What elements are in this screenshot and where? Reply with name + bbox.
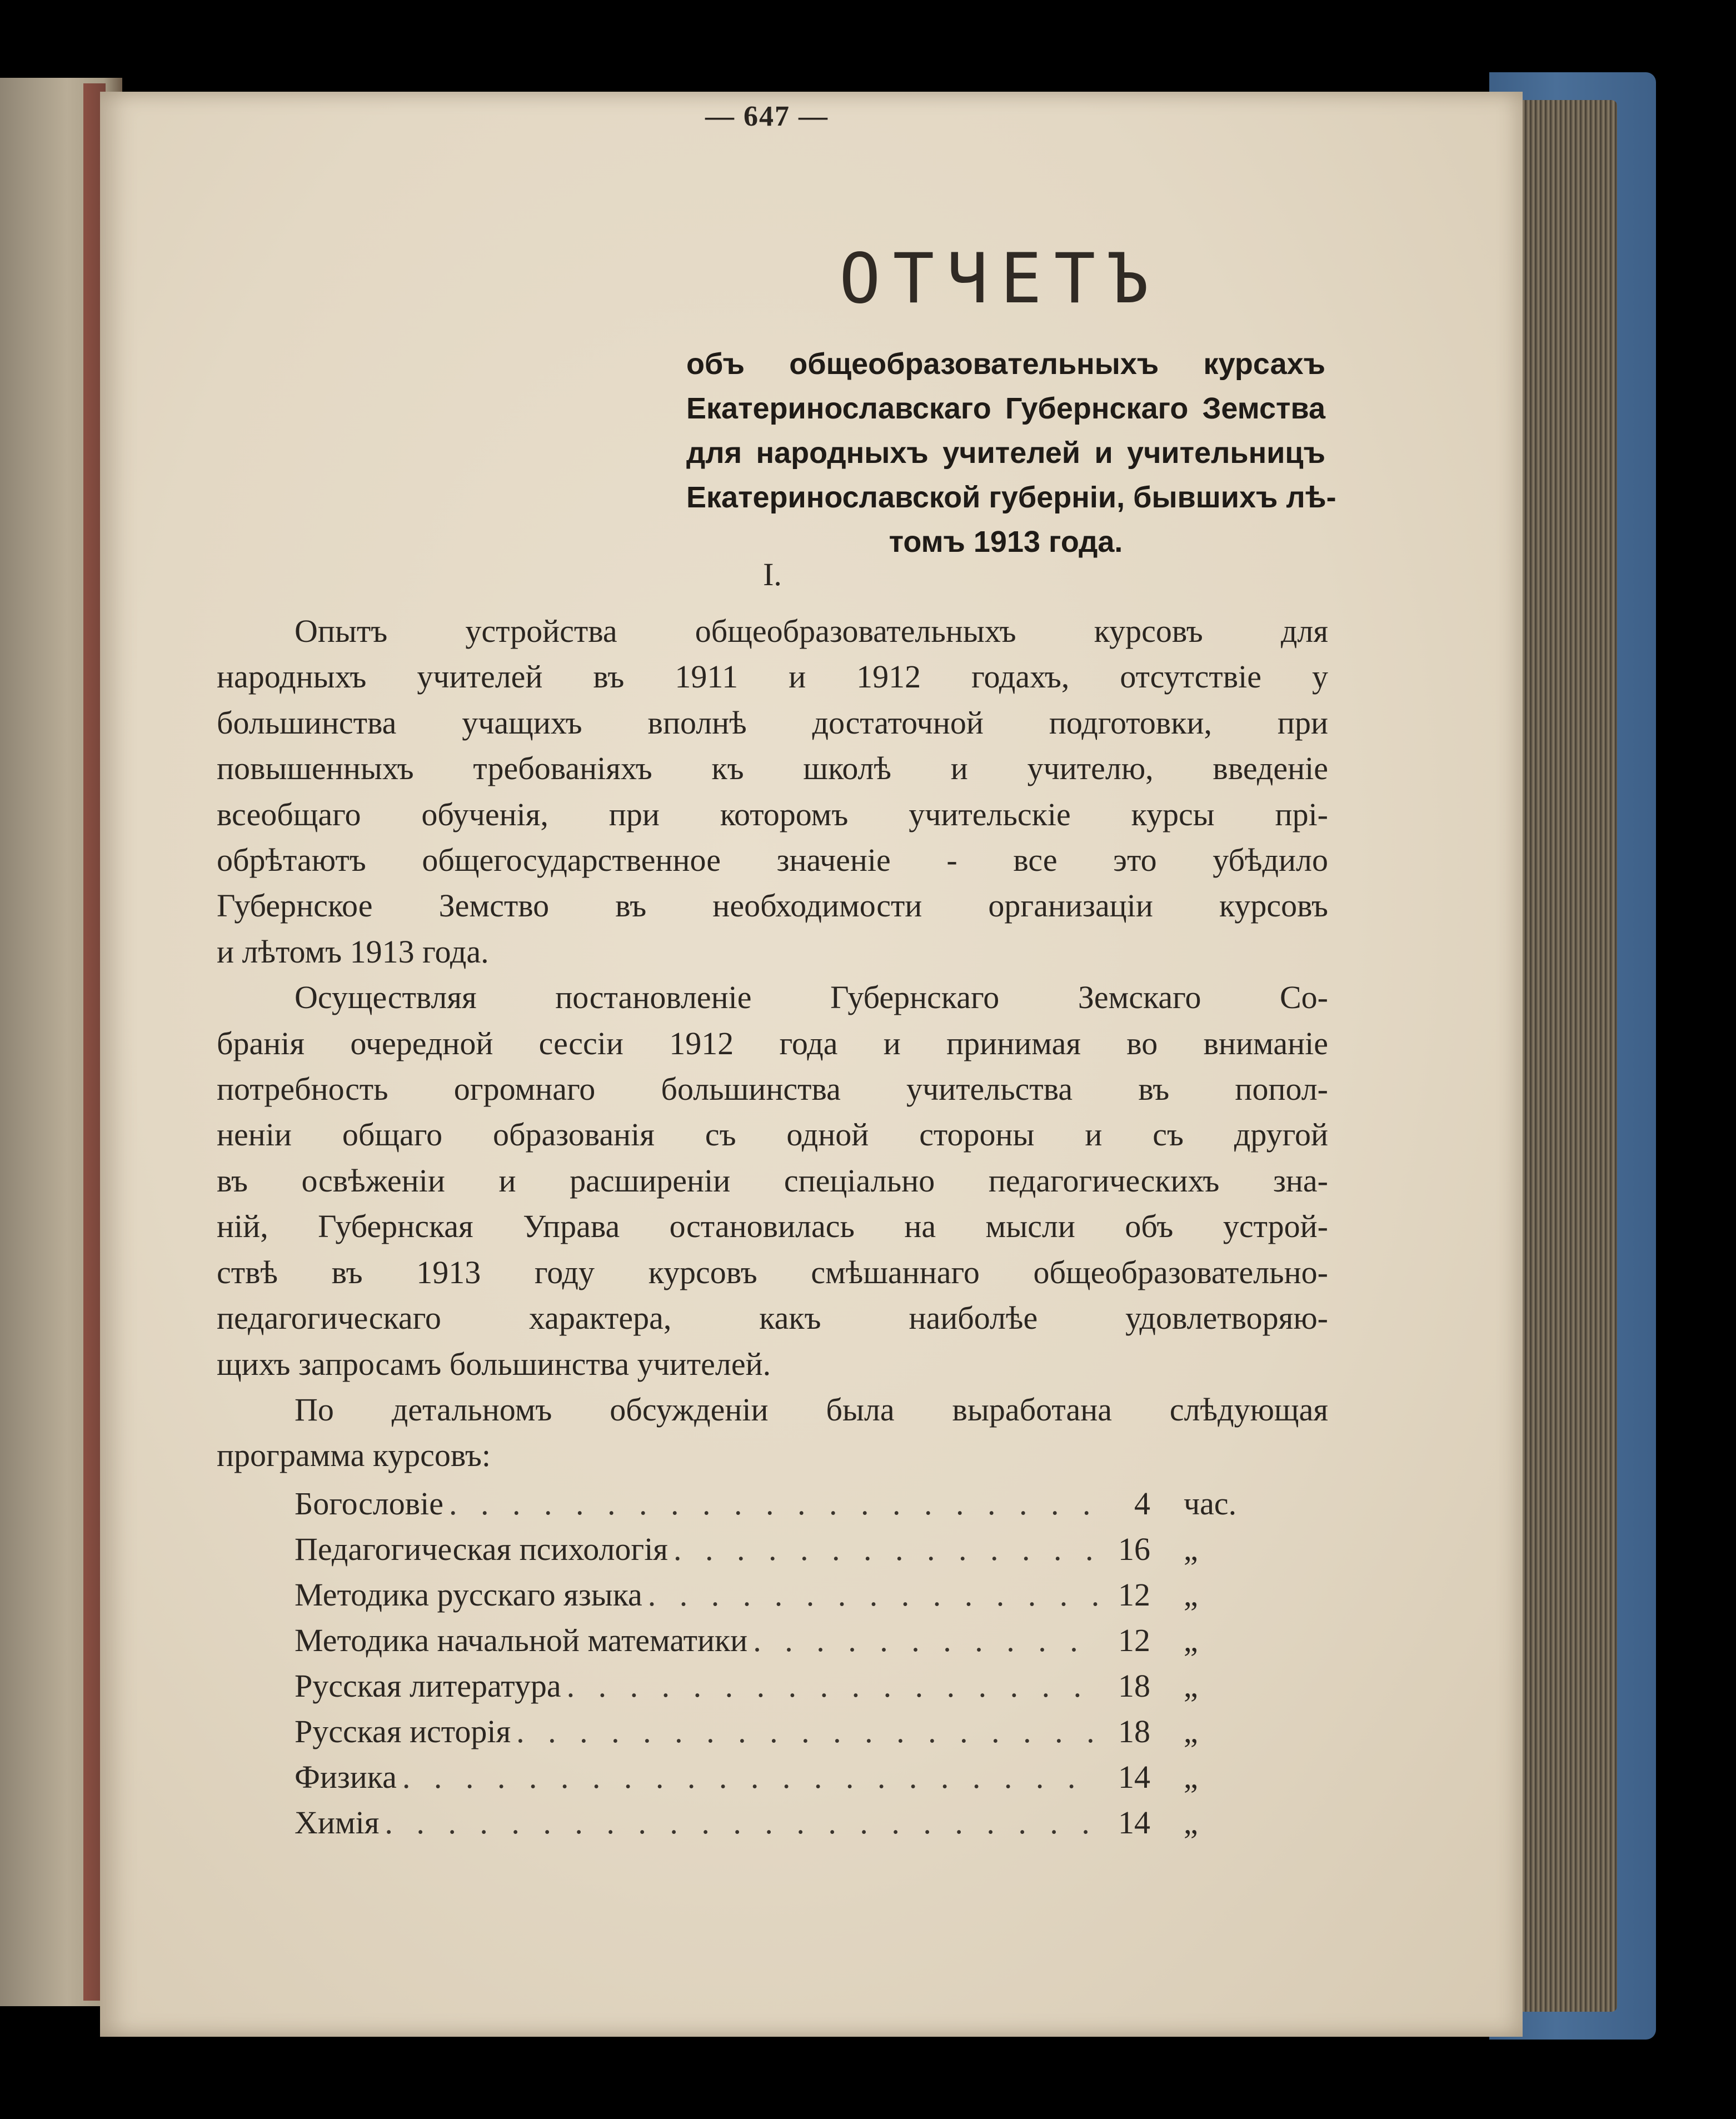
body-text	[217, 609, 1328, 1479]
program-hours: 4	[1134, 1485, 1150, 1522]
program-hours: 18	[1118, 1668, 1150, 1704]
program-row	[295, 1800, 1284, 1846]
leader-dots	[449, 1481, 1100, 1527]
leader-dots	[567, 1663, 1100, 1709]
document-subtitle	[686, 342, 1336, 564]
program-unit: „	[1184, 1713, 1198, 1749]
text-line: ній, Губернская Управа остановилась на мысли объ устрой-	[217, 1208, 1328, 1245]
subtitle-line: для народныхъ учителей и учительницъ	[686, 436, 1325, 470]
program-subject: Педагогическая психологія	[295, 1531, 668, 1567]
program-row	[295, 1709, 1284, 1754]
program-row	[295, 1754, 1284, 1800]
text-line: всеобщаго обученія, при которомъ учительскіе курсы прі-	[217, 796, 1328, 832]
program-unit: „	[1184, 1759, 1198, 1795]
subtitle-line: Екатеринославской губерніи, бывшихъ лѣ-	[686, 481, 1336, 514]
program-unit: час.	[1184, 1485, 1237, 1522]
leader-dots	[648, 1572, 1100, 1618]
text-line: въ освѣженіи и расширеніи спеціально педагогическихъ зна-	[217, 1162, 1328, 1199]
program-hours: 14	[1118, 1759, 1150, 1795]
subtitle-line: объ общеобразовательныхъ курсахъ	[686, 347, 1325, 381]
program-hours: 14	[1118, 1804, 1150, 1841]
program-unit: „	[1184, 1531, 1198, 1567]
program-subject: Богословіе	[295, 1485, 444, 1522]
text-line: потребность огромнаго большинства учительства въ попол-	[217, 1071, 1328, 1108]
text-line: щихъ запросамъ большинства учителей.	[217, 1345, 771, 1382]
program-hours: 18	[1118, 1713, 1150, 1749]
text-line: народныхъ учителей въ 1911 и 1912 годахъ, отсутствіе у	[217, 659, 1328, 695]
program-row	[295, 1663, 1284, 1709]
course-program-list	[295, 1481, 1284, 1846]
leader-dots	[516, 1709, 1100, 1754]
subtitle-line: томъ 1913 года.	[889, 525, 1123, 559]
program-row	[295, 1618, 1284, 1663]
text-line: По детальномъ обсужденіи была выработана слѣдующая	[295, 1391, 1328, 1428]
text-line: Осуществляя постановленіе Губернскаго Земскаго Со-	[295, 979, 1328, 1016]
text-line: программа курсовъ:	[217, 1437, 491, 1474]
text-line: Опытъ устройства общеобразовательныхъ курсовъ для	[295, 613, 1328, 649]
text-line: большинства учащихъ вполнѣ достаточной подготовки, при	[217, 704, 1328, 741]
leader-dots	[674, 1527, 1100, 1572]
leader-dots	[753, 1618, 1100, 1663]
program-row	[295, 1481, 1284, 1527]
program-row	[295, 1527, 1284, 1572]
page-number: — 647 —	[705, 101, 829, 132]
program-unit: „	[1184, 1577, 1198, 1613]
program-unit: „	[1184, 1804, 1198, 1841]
text-line: педагогическаго характера, какъ наиболѣе удовлетворяю-	[217, 1300, 1328, 1337]
program-unit: „	[1184, 1668, 1198, 1704]
leader-dots	[402, 1754, 1100, 1800]
subtitle-line: Екатеринославскаго Губернскаго Земства	[686, 392, 1325, 425]
text-line: ствѣ въ 1913 году курсовъ смѣшаннаго общеобразовательно-	[217, 1254, 1328, 1290]
text-line: повышенныхъ требованіяхъ къ школѣ и учителю, введеніе	[217, 750, 1328, 787]
program-subject: Химія	[295, 1804, 380, 1841]
program-row	[295, 1572, 1284, 1618]
program-hours: 12	[1118, 1577, 1150, 1613]
program-subject: Русская литература	[295, 1668, 561, 1704]
text-line: и лѣтомъ 1913 года.	[217, 933, 489, 970]
text-line: неніи общаго образованія съ одной стороны и съ другой	[217, 1116, 1328, 1153]
program-subject: Методика начальной математики	[295, 1622, 748, 1658]
text-line: бранія очередной сессіи 1912 года и принимая во вниманіе	[217, 1025, 1328, 1061]
document-title: ОТЧЕТЪ	[839, 239, 1161, 319]
text-line: Губернское Земство въ необходимости организаціи курсовъ	[217, 888, 1328, 924]
program-unit: „	[1184, 1622, 1198, 1658]
program-hours: 16	[1118, 1531, 1150, 1567]
leader-dots	[385, 1800, 1100, 1846]
program-subject: Физика	[295, 1759, 397, 1795]
program-subject: Методика русскаго языка	[295, 1577, 642, 1613]
program-subject: Русская исторія	[295, 1713, 511, 1749]
program-hours: 12	[1118, 1622, 1150, 1658]
text-line: обрѣтаютъ общегосударственное значеніе - все это убѣдило	[217, 842, 1328, 879]
section-number: I.	[763, 556, 782, 592]
